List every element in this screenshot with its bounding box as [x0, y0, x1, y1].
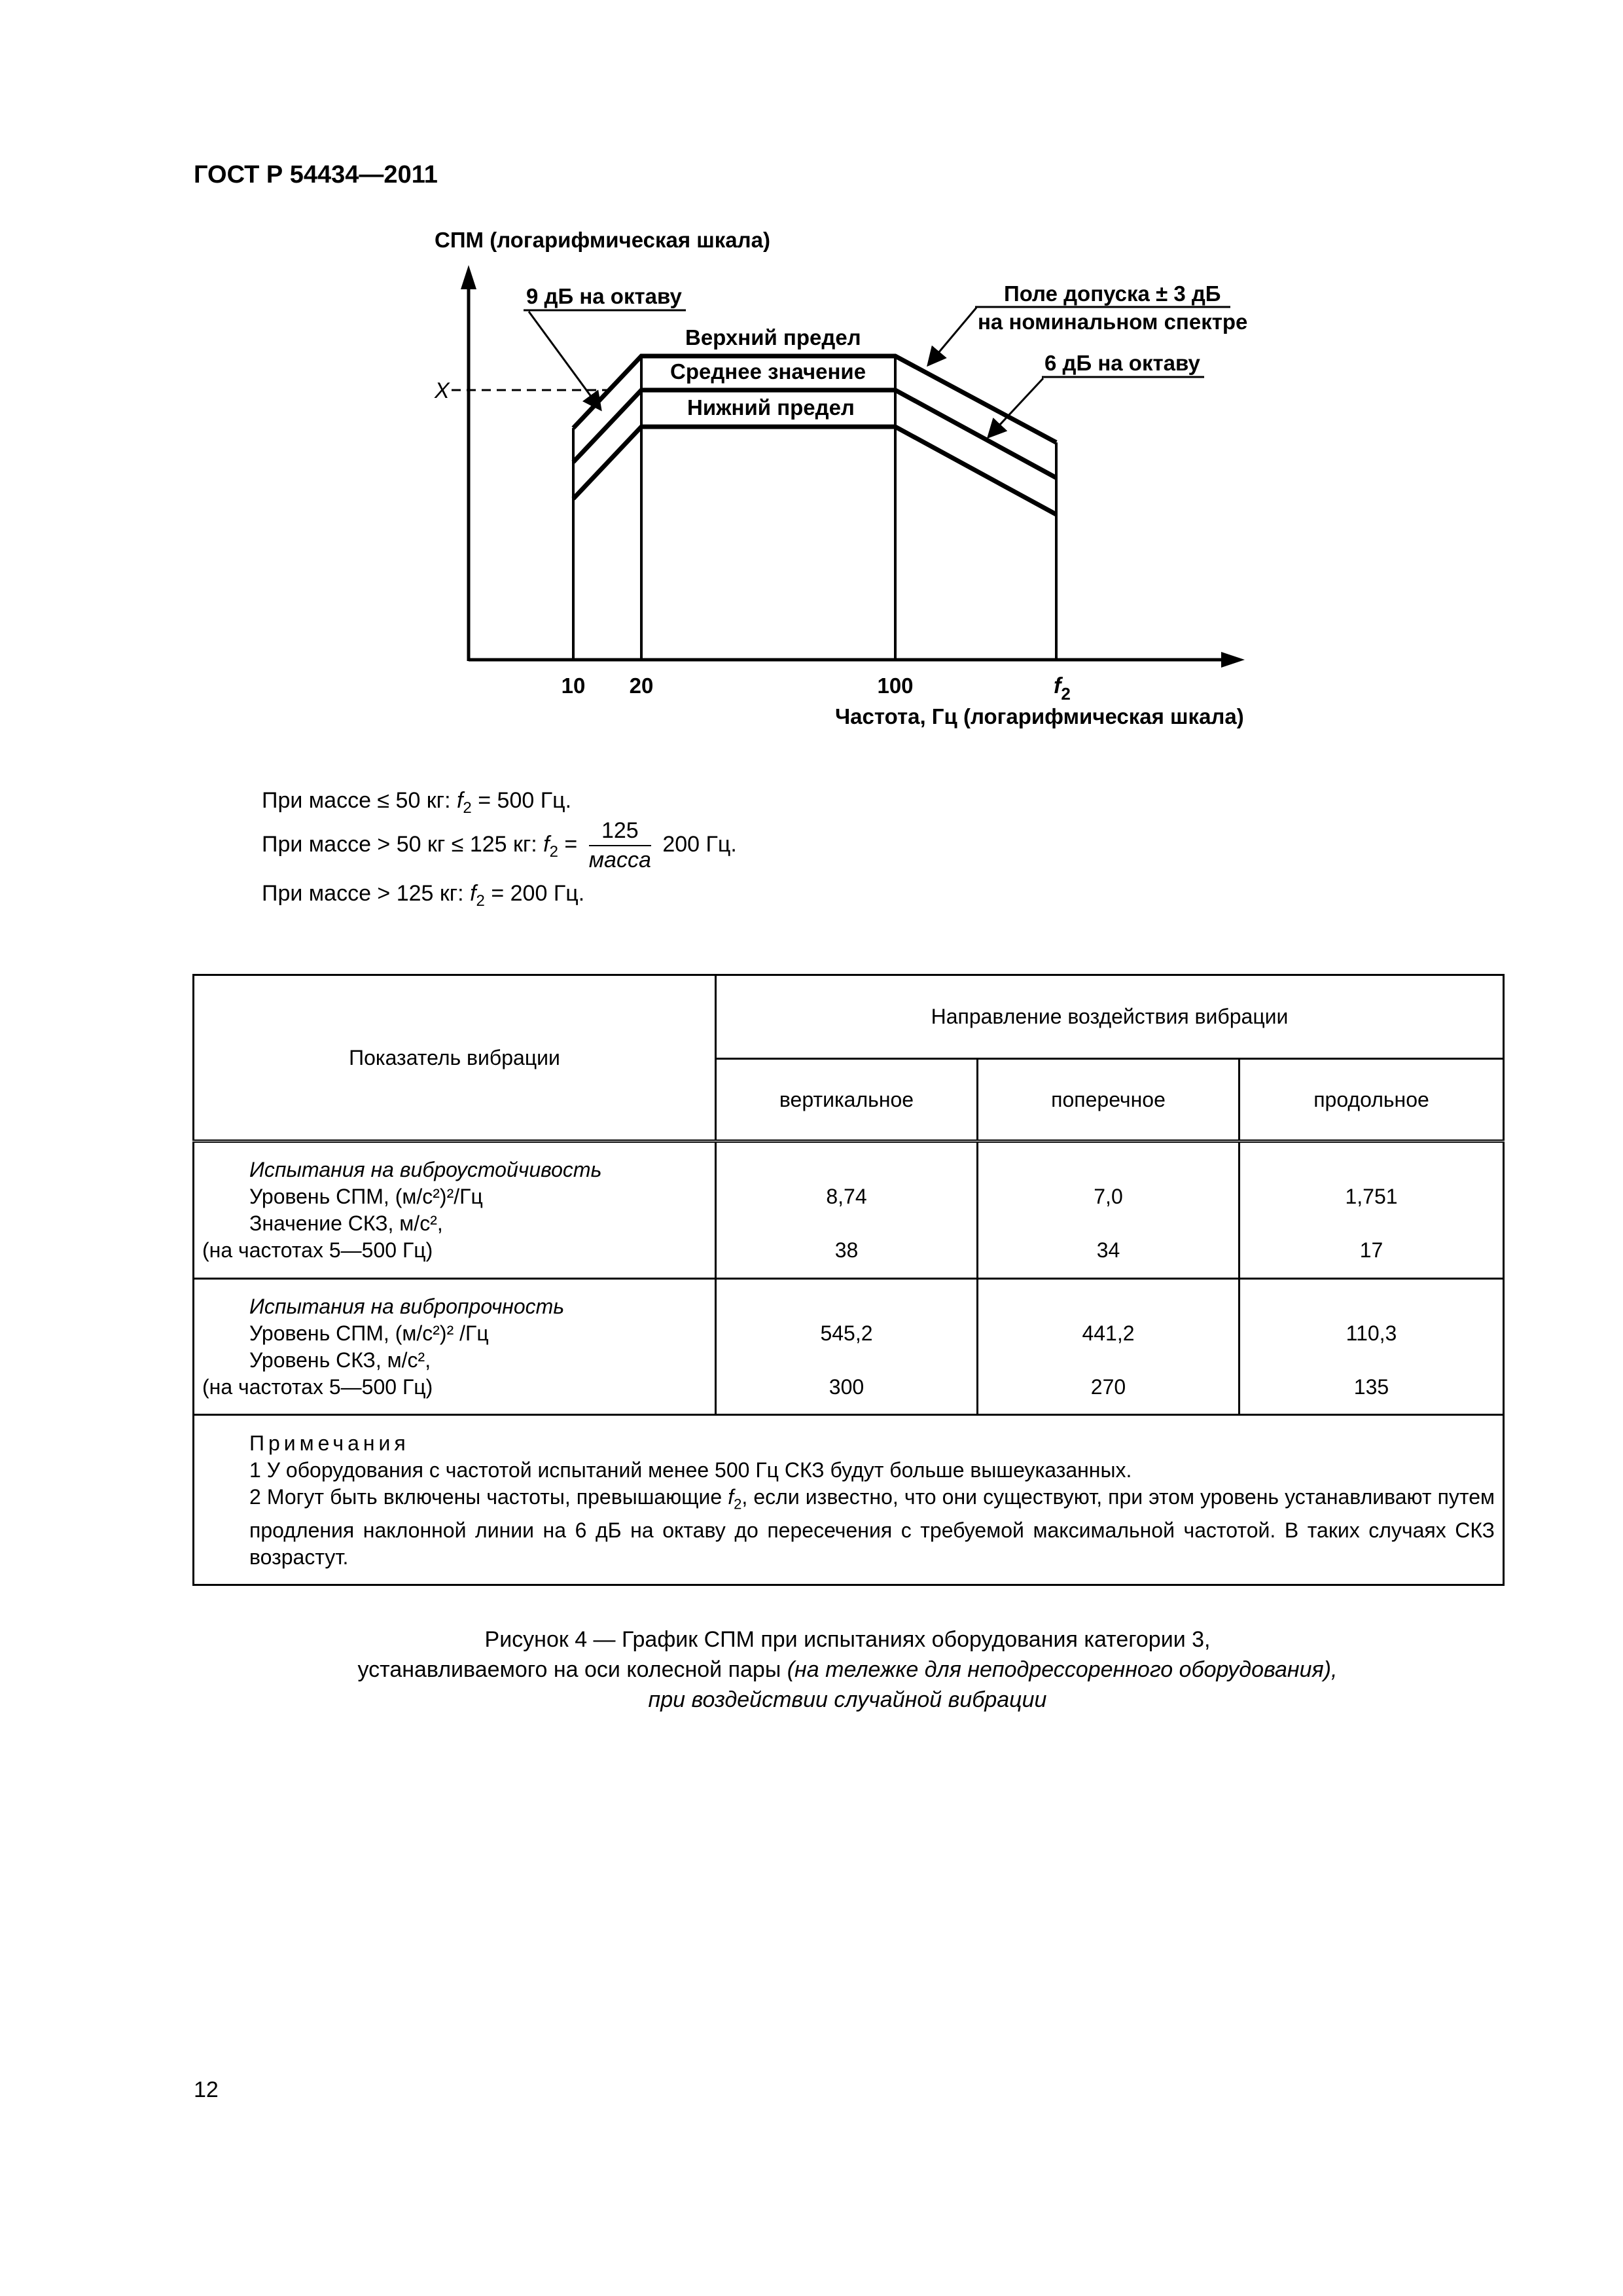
- x-marker: X: [435, 378, 450, 403]
- x-tick-20: 20: [629, 673, 654, 698]
- cell-values: 7,0 34: [978, 1141, 1240, 1279]
- tolerance-label-2: на номинальном спектре: [978, 310, 1248, 334]
- col-header-longitudinal: продольное: [1240, 1059, 1504, 1141]
- col-header-transverse: поперечное: [978, 1059, 1240, 1141]
- x-tick-10: 10: [561, 673, 586, 698]
- page-number: 12: [194, 2077, 219, 2102]
- x-axis-label: Частота, Гц (логарифмическая шкала): [835, 704, 1244, 728]
- fraction: $\frac{125}{\text{масса}}$: [588, 818, 651, 872]
- document-number: ГОСТ Р 54434—2011: [194, 161, 438, 188]
- x-tick-100: 100: [877, 673, 914, 698]
- figure-caption: Рисунок 4 — График СПМ при испытаниях оборудования категории 3, устанавливаемого на оси колесной пары (на тележке для неподрессоренного оборудования), при воздействии случайной вибрации: [357, 1627, 1338, 1712]
- notes: [194, 1415, 1504, 1585]
- slope-6db-label: 6 дБ на октаву: [1044, 351, 1200, 375]
- upper-limit-label: Верхний предел: [685, 325, 861, 350]
- cell-values: 110,3 135: [1240, 1279, 1504, 1415]
- spm-diagram: [0, 0, 1623, 759]
- cell-values: 441,2 270: [978, 1279, 1240, 1415]
- slope-9db-pointer: [529, 312, 601, 410]
- col-header-direction: Направление воздействия вибрации: [716, 975, 1504, 1059]
- table-row: [194, 1279, 1504, 1415]
- mean-value-label: Среднее значение: [670, 359, 866, 384]
- formula-line-3: При массе > 125 кг: $f_2 = 200$ Гц.: [262, 881, 585, 910]
- notes-title: Примечания: [249, 1431, 410, 1455]
- row-label-vibration-resistance: Испытания на виброустойчивость Уровень СПМ, (м/с²)²/Гц Значение СКЗ, м/с², (на частотах 5—500 Гц): [194, 1141, 716, 1279]
- lower-limit-label: Нижний предел: [687, 395, 855, 420]
- vibration-table: [192, 974, 1505, 1586]
- y-axis-arrow: [461, 265, 476, 289]
- row-label-vibration-strength: Испытания на вибропрочность Уровень СПМ, (м/с²)² /Гц Уровень СКЗ, м/с², (на частотах 5—500 Гц): [194, 1279, 716, 1415]
- note-2: 2 Могут быть включены частоты, превышающие $f_2$, если известно, что они существуют, при этом уровень устанавливают путем продления наклонной линии на 6 дБ на октаву до пересечения с требуемой максимальной частотой. В таких случаях СКЗ возрастут.: [249, 1485, 1495, 1570]
- cell-values: 8,74 38: [716, 1141, 978, 1279]
- cell-values: 1,751 17: [1240, 1141, 1504, 1279]
- tolerance-label-1: Поле допуска ± 3 дБ: [1004, 281, 1221, 306]
- col-header-vertical: вертикальное: [716, 1059, 978, 1141]
- formula-line-2: При массе > 50 кг ≤ 125 кг: $f_2$ = $\frac{125}{\text{масса}}$ 200 Гц.: [262, 818, 737, 872]
- x-tick-f2: $f_2$: [1054, 673, 1071, 704]
- table-row: [194, 1141, 1504, 1279]
- col-header-indicator: Показатель вибрации: [194, 975, 716, 1141]
- table-notes-row: [194, 1415, 1504, 1585]
- formula-line-1: При массе ≤ 50 кг: $f_2 = 500$ Гц.: [262, 788, 572, 817]
- y-axis-label: СПМ (логарифмическая шкала): [435, 228, 770, 252]
- note-1: 1 У оборудования с частотой испытаний менее 500 Гц СКЗ будут больше вышеуказанных.: [249, 1458, 1132, 1482]
- tolerance-pointer: [928, 308, 976, 365]
- slope-9db-label: 9 дБ на октаву: [526, 284, 682, 308]
- cell-values: 545,2 300: [716, 1279, 978, 1415]
- x-axis-arrow: [1221, 652, 1245, 668]
